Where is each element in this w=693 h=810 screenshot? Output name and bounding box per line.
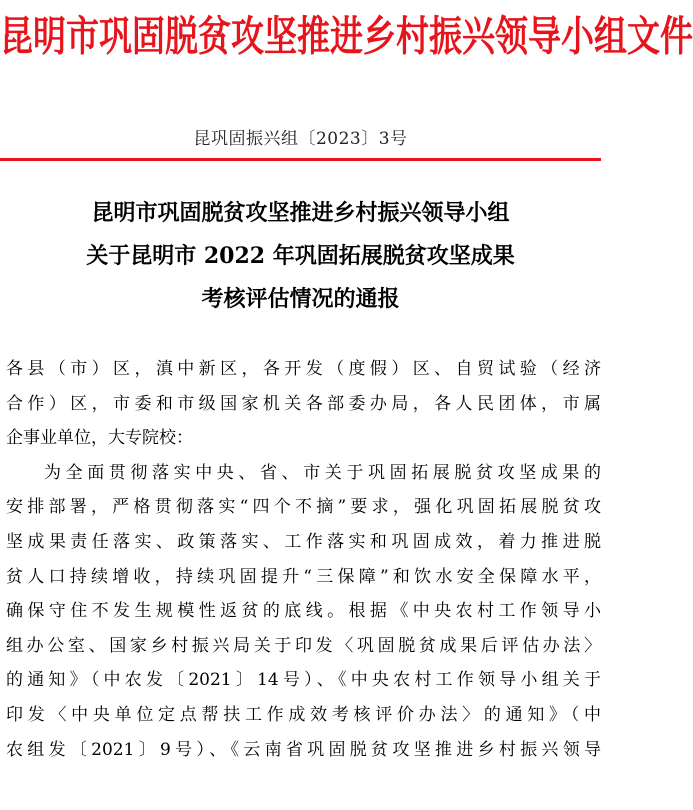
paragraph-line: 组办公室、国家乡村振兴局关于印发〈巩固脱贫成果后评估办法〉	[6, 635, 601, 656]
paragraph-line: 贫人口持续增收，持续巩固提升“三保障”和饮水安全保障水平，	[6, 566, 601, 587]
addressee-line: 企事业单位，大专院校：	[6, 428, 193, 449]
red-header-title: 昆明市巩固脱贫攻坚推进乡村振兴领导小组文件	[0, 11, 693, 61]
paragraph-line: 坚成果责任落实、政策落实、工作落实和巩固成效，着力推进脱	[6, 531, 601, 552]
paragraph-line: 的通知》（中农发〔2021〕14号）、《中央农村工作领导小组关于	[6, 670, 601, 691]
document-body	[6, 352, 601, 767]
addressee-line: 合作）区，市委和市级国家机关各部委办局，各人民团体，市属	[6, 393, 601, 414]
paragraph-line: 印发〈中央单位定点帮扶工作成效考核评价办法〉的通知》（中	[6, 704, 601, 725]
addressee-line: 各县（市）区，滇中新区，各开发（度假）区、自贸试验（经济	[6, 359, 601, 379]
document-number: 昆巩固振兴组〔2023〕3号	[193, 129, 408, 149]
document-title-line-3: 考核评估情况的通报	[201, 286, 400, 312]
paragraph-line: 农组发〔2021〕9号）、《云南省巩固脱贫攻坚推进乡村振兴领导	[6, 739, 601, 760]
paragraph-line: 安排部署，严格贯彻落实“四个不摘”要求，强化巩固拓展脱贫攻	[6, 497, 601, 518]
paragraph-line: 为全面贯彻落实中央、省、市关于巩固拓展脱贫攻坚成果的	[44, 462, 601, 483]
document-title-line-1: 昆明市巩固脱贫攻坚推进乡村振兴领导小组	[91, 200, 510, 226]
red-divider-line	[0, 158, 601, 161]
document-title-line-2: 关于昆明市 2022 年巩固拓展脱贫攻坚成果	[86, 243, 515, 269]
paragraph-line: 确保守住不发生规模性返贫的底线。根据《中央农村工作领导小	[6, 601, 601, 622]
